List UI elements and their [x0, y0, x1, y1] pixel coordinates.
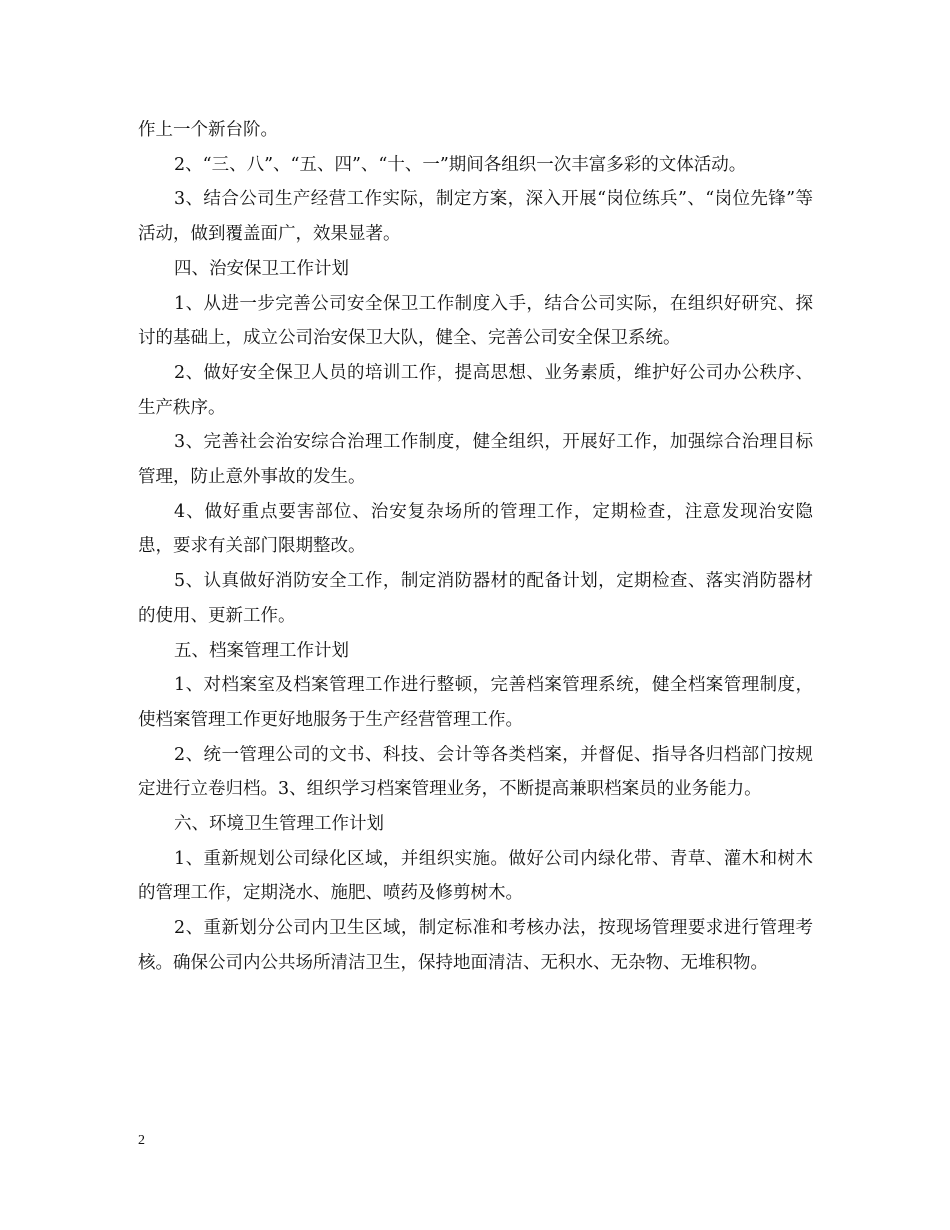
- paragraph: 1、重新规划公司绿化区域，并组织实施。做好公司内绿化带、青草、灌木和树木的管理工作，定期浇水、施肥、喷药及修剪树木。: [138, 848, 813, 904]
- page-number: 2: [138, 1133, 145, 1148]
- paragraph: 2、统一管理公司的文书、科技、会计等各类档案，并督促、指导各归档部门按规定进行立卷归档。3、组织学习档案管理业务，不断提高兼职档案员的业务能力。: [138, 744, 813, 800]
- document-body: [138, 113, 813, 981]
- section-heading: 五、档案管理工作计划: [174, 640, 349, 661]
- paragraph: 4、做好重点要害部位、治安复杂场所的管理工作，定期检查，注意发现治安隐患，要求有关部门限期整改。: [138, 501, 813, 557]
- section-heading: 四、治安保卫工作计划: [174, 258, 349, 279]
- paragraph: 1、从进一步完善公司安全保卫工作制度入手，结合公司实际，在组织好研究、探讨的基础上，成立公司治安保卫大队，健全、完善公司安全保卫系统。: [138, 293, 813, 349]
- paragraph: 2、做好安全保卫人员的培训工作，提高思想、业务素质，维护好公司办公秩序、生产秩序。: [138, 362, 813, 418]
- paragraph: 2、“三、八”、“五、四”、“十、一”期间各组织一次丰富多彩的文体活动。: [174, 154, 747, 175]
- paragraph: 作上一个新台阶。: [138, 120, 278, 140]
- section-heading: 六、环境卫生管理工作计划: [174, 814, 384, 835]
- paragraph: 5、认真做好消防安全工作，制定消防器材的配备计划，定期检查、落实消防器材的使用、更新工作。: [138, 571, 813, 626]
- paragraph: 3、完善社会治安综合治理工作制度，健全组织，开展好工作，加强综合治理目标管理，防止意外事故的发生。: [138, 432, 813, 488]
- paragraph: 2、重新划分公司内卫生区域，制定标准和考核办法，按现场管理要求进行管理考核。确保公司内公共场所清洁卫生，保持地面清洁、无积水、无杂物、无堆积物。: [138, 918, 813, 973]
- paragraph: 1、对档案室及档案管理工作进行整顿，完善档案管理系统，健全档案管理制度，使档案管理工作更好地服务于生产经营管理工作。: [138, 675, 813, 730]
- paragraph: 3、结合公司生产经营工作实际，制定方案，深入开展“岗位练兵”、“岗位先锋”等活动，做到覆盖面广，效果显著。: [138, 189, 813, 245]
